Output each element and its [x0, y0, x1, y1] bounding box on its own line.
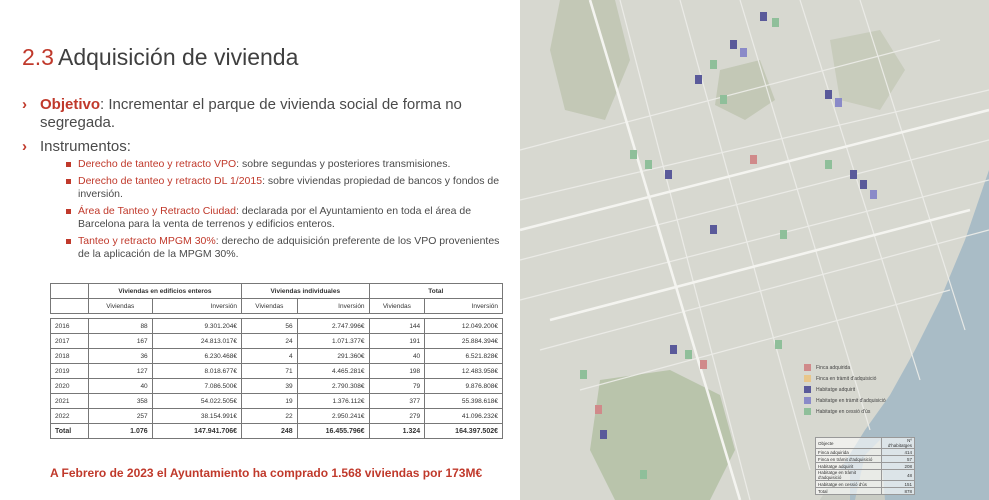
map-marker	[850, 170, 857, 179]
stats-label: Finca en tràmit d'adquisició	[816, 456, 882, 463]
map-marker	[595, 405, 602, 414]
total-cell: 248	[242, 424, 298, 439]
value-cell: 144	[369, 319, 425, 334]
objective-text: : Incrementar el parque de vivienda social de forma no segregada.	[40, 96, 462, 131]
table-row	[51, 409, 503, 424]
instruments-list	[66, 158, 502, 261]
instrument-item	[66, 235, 502, 261]
stats-row	[816, 481, 915, 488]
subheader-cell: Viviendas	[88, 299, 152, 314]
table-row	[51, 334, 503, 349]
instruments-bullet	[22, 138, 502, 261]
map-marker	[860, 180, 867, 189]
subheader-cell: Inversión	[297, 299, 369, 314]
total-cell: 1.076	[88, 424, 152, 439]
subheader-cell: Inversión	[152, 299, 241, 314]
stats-label: Total	[816, 488, 882, 495]
value-cell: 88	[88, 319, 152, 334]
legend-label: Habitatge en tràmit d'adquisició	[816, 397, 886, 404]
legend-item	[804, 384, 914, 395]
city-map	[520, 0, 989, 500]
legend-swatch	[804, 397, 811, 404]
objective-bullet	[22, 96, 502, 132]
value-cell: 24.813.017€	[152, 334, 241, 349]
map-marker	[665, 170, 672, 179]
table-row	[51, 349, 503, 364]
stats-value: 151	[882, 481, 915, 488]
year-cell: 2022	[51, 409, 89, 424]
table-row	[51, 394, 503, 409]
map-marker	[825, 90, 832, 99]
subheader-cell: Inversión	[425, 299, 503, 314]
table-total-row	[51, 424, 503, 439]
value-cell: 79	[369, 379, 425, 394]
map-marker	[685, 350, 692, 359]
stats-label: Habitatge en tràmit d'adquisició	[816, 470, 882, 481]
map-marker	[710, 225, 717, 234]
value-cell: 36	[88, 349, 152, 364]
instrument-item	[66, 158, 502, 171]
instruments-label: Instrumentos:	[40, 138, 131, 155]
stats-value: Nº d'habitatges	[882, 438, 915, 449]
map-marker	[760, 12, 767, 21]
total-label: Total	[51, 424, 89, 439]
value-cell: 12.483.958€	[425, 364, 503, 379]
map-marker	[600, 430, 607, 439]
total-cell: 147.941.706€	[152, 424, 241, 439]
square-bullet-icon	[66, 209, 71, 214]
map-marker	[730, 40, 737, 49]
legend-swatch	[804, 364, 811, 371]
instrument-name: Área de Tanteo y Retracto Ciudad	[78, 205, 236, 217]
table-group-header	[51, 284, 503, 299]
year-cell: 2016	[51, 319, 89, 334]
value-cell: 4	[242, 349, 298, 364]
value-cell: 12.049.200€	[425, 319, 503, 334]
group-header: Viviendas en edificios enteros	[88, 284, 241, 299]
map-marker	[580, 370, 587, 379]
stats-row	[816, 470, 915, 481]
group-header: Viviendas individuales	[242, 284, 370, 299]
map-marker	[780, 230, 787, 239]
value-cell: 6.521.828€	[425, 349, 503, 364]
map-marker	[750, 155, 757, 164]
map-marker	[710, 60, 717, 69]
value-cell: 377	[369, 394, 425, 409]
value-cell: 358	[88, 394, 152, 409]
slide-title	[22, 44, 298, 71]
square-bullet-icon	[66, 179, 71, 184]
legend-item	[804, 373, 914, 384]
group-header: Total	[369, 284, 502, 299]
value-cell: 191	[369, 334, 425, 349]
year-cell: 2017	[51, 334, 89, 349]
stats-value: 414	[882, 449, 915, 456]
subheader-cell: Viviendas	[369, 299, 425, 314]
map-marker	[645, 160, 652, 169]
legend-item	[804, 362, 914, 373]
legend-label: Finca adquirida	[816, 364, 851, 371]
value-cell: 38.154.991€	[152, 409, 241, 424]
value-cell: 2.790.308€	[297, 379, 369, 394]
value-cell: 198	[369, 364, 425, 379]
map-marker	[695, 75, 702, 84]
map-marker	[870, 190, 877, 199]
content-bullets	[22, 96, 502, 267]
total-cell: 16.455.796€	[297, 424, 369, 439]
legend-item	[804, 395, 914, 406]
instrument-name: Tanteo y retracto MPGM 30%	[78, 235, 216, 247]
legend-swatch	[804, 375, 811, 382]
table-row	[51, 364, 503, 379]
value-cell: 9.301.204€	[152, 319, 241, 334]
map-graphic	[520, 0, 989, 500]
legend-swatch	[804, 386, 811, 393]
year-cell: 2019	[51, 364, 89, 379]
value-cell: 22	[242, 409, 298, 424]
stats-label: Habitatge en cessió d'ús	[816, 481, 882, 488]
acquisition-table	[50, 283, 503, 439]
instrument-desc: : sobre viviendas propiedad de bancos y fondos de inversión.	[78, 175, 500, 200]
instrument-item	[66, 175, 502, 201]
value-cell: 1.376.112€	[297, 394, 369, 409]
square-bullet-icon	[66, 162, 71, 167]
corner-cell	[51, 299, 89, 314]
value-cell: 2.747.996€	[297, 319, 369, 334]
instrument-desc: : declarada por el Ayuntamiento en toda el área de Barcelona para la venta de terrenos y edificios enteros.	[78, 205, 472, 230]
corner-cell	[51, 284, 89, 299]
value-cell: 167	[88, 334, 152, 349]
year-cell: 2018	[51, 349, 89, 364]
map-marker	[640, 470, 647, 479]
value-cell: 39	[242, 379, 298, 394]
value-cell: 291.360€	[297, 349, 369, 364]
total-cell: 164.397.502€	[425, 424, 503, 439]
map-marker	[630, 150, 637, 159]
stats-row	[816, 488, 915, 495]
value-cell: 127	[88, 364, 152, 379]
value-cell: 7.086.500€	[152, 379, 241, 394]
total-cell: 1.324	[369, 424, 425, 439]
value-cell: 1.071.377€	[297, 334, 369, 349]
value-cell: 56	[242, 319, 298, 334]
map-marker	[720, 95, 727, 104]
instrument-desc: : derecho de adquisición preferente de los VPO provenientes de la aplicación de la MPGM 30%.	[78, 235, 500, 260]
value-cell: 19	[242, 394, 298, 409]
stats-value: 878	[882, 488, 915, 495]
value-cell: 4.465.281€	[297, 364, 369, 379]
year-cell: 2021	[51, 394, 89, 409]
stats-label: Habitatge adquirit	[816, 463, 882, 470]
value-cell: 41.096.232€	[425, 409, 503, 424]
map-stats-table	[815, 437, 915, 495]
map-marker	[775, 340, 782, 349]
value-cell: 40	[88, 379, 152, 394]
legend-item	[804, 406, 914, 417]
table-row	[51, 379, 503, 394]
year-cell: 2020	[51, 379, 89, 394]
value-cell: 279	[369, 409, 425, 424]
value-cell: 71	[242, 364, 298, 379]
square-bullet-icon	[66, 239, 71, 244]
map-marker	[835, 98, 842, 107]
value-cell: 40	[369, 349, 425, 364]
value-cell: 6.230.468€	[152, 349, 241, 364]
instrument-name: Derecho de tanteo y retracto DL 1/2015	[78, 175, 263, 187]
value-cell: 8.018.677€	[152, 364, 241, 379]
summary-footer: A Febrero de 2023 el Ayuntamiento ha comprado 1.568 viviendas por 173M€	[50, 466, 483, 480]
stats-value: 57	[882, 456, 915, 463]
value-cell: 25.884.394€	[425, 334, 503, 349]
value-cell: 55.398.618€	[425, 394, 503, 409]
table-row	[51, 319, 503, 334]
stats-row	[816, 456, 915, 463]
chevron-icon: ›	[22, 138, 27, 155]
stats-label: Objecte	[816, 438, 882, 449]
map-marker	[772, 18, 779, 27]
stats-row	[816, 449, 915, 456]
legend-label: Finca en tràmit d'adquisició	[816, 375, 877, 382]
legend-label: Habitatge adquirit	[816, 386, 856, 393]
instrument-name: Derecho de tanteo y retracto VPO	[78, 158, 237, 170]
map-marker	[825, 160, 832, 169]
stats-label: Finca adquirida	[816, 449, 882, 456]
stats-row	[816, 438, 915, 449]
map-marker	[670, 345, 677, 354]
value-cell: 257	[88, 409, 152, 424]
objective-label: Objetivo	[40, 96, 101, 113]
value-cell: 54.022.505€	[152, 394, 241, 409]
title-text: Adquisición de vivienda	[57, 44, 299, 70]
stats-row	[816, 463, 915, 470]
table-subheader	[51, 299, 503, 314]
map-marker	[700, 360, 707, 369]
map-marker	[740, 48, 747, 57]
legend-label: Habitatge en cessió d'ús	[816, 408, 871, 415]
chevron-icon: ›	[22, 96, 27, 113]
stats-value: 208	[882, 463, 915, 470]
subheader-cell: Viviendas	[242, 299, 298, 314]
legend-swatch	[804, 408, 811, 415]
value-cell: 2.950.241€	[297, 409, 369, 424]
value-cell: 9.876.808€	[425, 379, 503, 394]
instrument-item	[66, 205, 502, 231]
instrument-desc: : sobre segundas y posteriores transmisiones.	[236, 158, 451, 170]
stats-value: 48	[882, 470, 915, 481]
map-legend	[804, 362, 914, 417]
value-cell: 24	[242, 334, 298, 349]
section-number: 2.3	[22, 44, 54, 70]
